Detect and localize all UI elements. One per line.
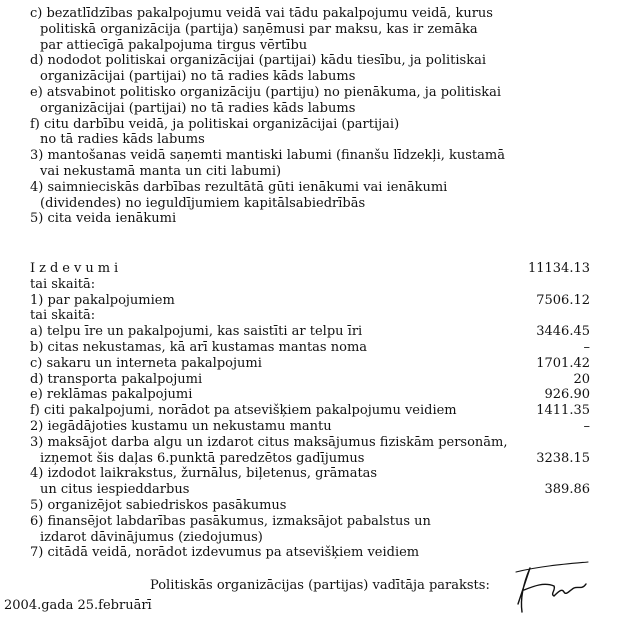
services-row: 1) par pakalpojumiem 7506.12	[30, 292, 590, 308]
expense-row: b) citas nekustamas, kā arī kustamas mantas noma –	[30, 339, 590, 355]
expense-row: 2) iegādājoties kustamu un nekustamu mantu –	[30, 418, 590, 434]
income-item-e: e) atsvabinot politisko organizāciju (partiju) no pienākuma, ja politiskai organizācijai (partijai) no tā radies kāds labums	[30, 84, 502, 116]
income-item-c: c) bezatlīdzības pakalpojumu veidā vai tādu pakalpojumu veidā, kurus politiskā organizācija (partija) saņēmusi par maksu, kas ir zemāka par attiecīgā pakalpojuma tirgus vērtību	[30, 6, 493, 53]
expenses-total: 11134.13	[527, 261, 590, 276]
print-value: 389.86	[544, 482, 590, 498]
print-item: 4) izdodot laikrakstus, žurnālus, biļetenus, grāmatas un citus iespieddarbus 389.86	[30, 466, 590, 498]
expense-row: c) sakaru un interneta pakalpojumi 1701.42	[30, 355, 590, 371]
income-item-3: 3) mantošanas veidā saņemti mantiski labumi (finanšu līdzekļi, kustamā vai nekustamā manta un citi labumi)	[30, 148, 505, 179]
expense-row: f) citi pakalpojumi, norādot pa atsevišķiem pakalpojumu veidiem 1411.35	[30, 403, 590, 419]
expense-row: a) telpu īre un pakalpojumi, kas saistīti ar telpu īri 3446.45	[30, 324, 590, 340]
wages-value: 3238.15	[536, 450, 590, 466]
income-item-f: f) citu darbību veidā, ja politiskai organizācijai (partijai) no tā radies kāds labums	[30, 116, 400, 148]
expense-row: d) transporta pakalpojumi 20	[30, 371, 590, 387]
income-items-list	[30, 6, 590, 227]
expenses-section	[30, 261, 590, 561]
signature-mark	[500, 560, 590, 618]
expenses-heading: Izdevumi	[30, 261, 123, 276]
wages-item: 3) maksājot darba algu un izdarot citus maksājumus fiziskām personām, izņemot šis daļas 6.punktā paredzētos gadījumus 3238.15	[30, 434, 590, 466]
income-item-d: d) nododot politiskai organizācijai (partijai) kādu tiesību, ja politiskai organizācijai (partijai) no tā radies kāds labums	[30, 53, 486, 85]
charity-item: 6) finansējot labdarības pasākumus, izmaksājot pabalstus un izdarot dāvinājumus (ziedojumus)	[30, 513, 431, 545]
signature-label: Politiskās organizācijas (partijas) vadītāja paraksts:	[150, 578, 490, 593]
other-item: 7) citādā veidā, norādot izdevumus pa atsevišķiem veidiem	[30, 545, 420, 561]
tai-skaita-label: tai skaitā:	[30, 308, 96, 324]
income-item-5: 5) cita veida ienākumi	[30, 211, 177, 227]
income-item-4: 4) saimnieciskās darbības rezultātā gūti ienākumi vai ienākumi (dividendes) no ieguldījumiem kapitālsabiedrībās	[30, 179, 448, 211]
date-line: 2004.gada 25.februārī	[4, 598, 152, 613]
tai-skaita-label: tai skaitā:	[30, 276, 96, 292]
expenses-total-row	[30, 261, 590, 277]
expense-row: e) reklāmas pakalpojumi 926.90	[30, 387, 590, 403]
events-item: 5) organizējot sabiedriskos pasākumus	[30, 497, 287, 513]
